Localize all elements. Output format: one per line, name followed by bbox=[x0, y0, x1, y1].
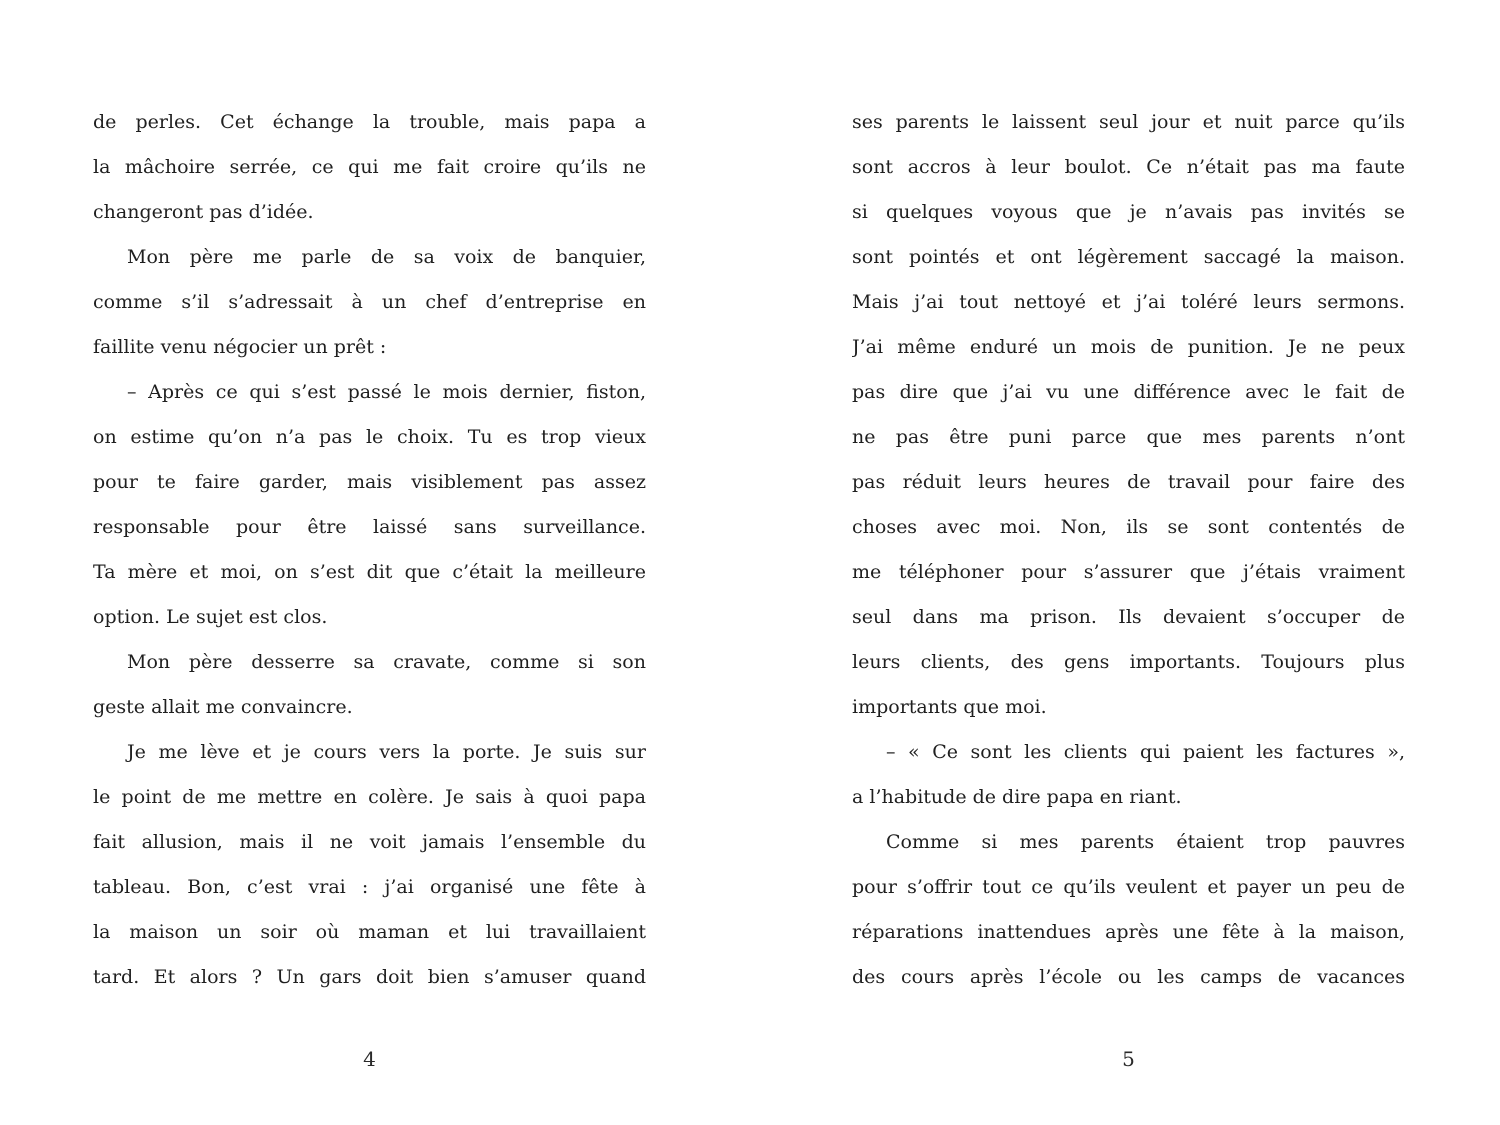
page-right-text bbox=[852, 100, 1405, 1000]
text-line: seul dans ma prison. Ils devaient s’occuper de bbox=[852, 606, 1405, 628]
text-line: Je me lève et je cours vers la porte. Je suis sur bbox=[127, 741, 646, 763]
text-line: tableau. Bon, c’est vrai : j’ai organisé une fête à bbox=[93, 876, 646, 898]
text-line: comme s’il s’adressait à un chef d’entreprise en bbox=[93, 291, 646, 313]
text-line: si quelques voyous que je n’avais pas invités se bbox=[852, 201, 1405, 223]
text-line: Comme si mes parents étaient trop pauvres bbox=[886, 831, 1405, 853]
text-line: Mais j’ai tout nettoyé et j’ai toléré leurs sermons. bbox=[852, 291, 1405, 313]
text-line: sont pointés et ont légèrement saccagé la maison. bbox=[852, 246, 1405, 268]
text-line: responsable pour être laissé sans surveillance. bbox=[93, 516, 646, 538]
text-line: des cours après l’école ou les camps de vacances bbox=[852, 966, 1405, 988]
text-line: sont accros à leur boulot. Ce n’était pas ma faute bbox=[852, 156, 1405, 178]
text-line: a l’habitude de dire papa en riant. bbox=[852, 786, 1182, 808]
text-line: de perles. Cet échange la trouble, mais papa a bbox=[93, 111, 646, 133]
page-left-number: 4 bbox=[363, 1047, 376, 1071]
text-line: fait allusion, mais il ne voit jamais l’ensemble du bbox=[93, 831, 646, 853]
text-line: choses avec moi. Non, ils se sont contentés de bbox=[852, 516, 1405, 538]
text-line: ses parents le laissent seul jour et nuit parce qu’ils bbox=[852, 111, 1405, 133]
page-left-text bbox=[93, 100, 646, 1000]
text-line: la mâchoire serrée, ce qui me fait croire qu’ils ne bbox=[93, 156, 646, 178]
text-line: ne pas être puni parce que mes parents n’ont bbox=[852, 426, 1405, 448]
text-line: geste allait me convaincre. bbox=[93, 696, 353, 718]
text-line: on estime qu’on n’a pas le choix. Tu es trop vieux bbox=[93, 426, 646, 448]
text-line: Ta mère et moi, on s’est dit que c’était la meilleure bbox=[93, 561, 646, 583]
text-line: option. Le sujet est clos. bbox=[93, 606, 328, 628]
text-line: faillite venu négocier un prêt : bbox=[93, 336, 387, 358]
text-line: pas dire que j’ai vu une différence avec le fait de bbox=[852, 381, 1405, 403]
text-line: Mon père desserre sa cravate, comme si son bbox=[127, 651, 646, 673]
text-line: Mon père me parle de sa voix de banquier, bbox=[127, 246, 646, 268]
page-right-number: 5 bbox=[1122, 1047, 1135, 1071]
text-line: pas réduit leurs heures de travail pour faire des bbox=[852, 471, 1405, 493]
text-line: – « Ce sont les clients qui paient les factures », bbox=[886, 741, 1405, 763]
text-line: pour s’offrir tout ce qu’ils veulent et payer un peu de bbox=[852, 876, 1405, 898]
text-line: le point de me mettre en colère. Je sais à quoi papa bbox=[93, 786, 646, 808]
text-line: leurs clients, des gens importants. Toujours plus bbox=[852, 651, 1405, 673]
text-line: J’ai même enduré un mois de punition. Je ne peux bbox=[852, 336, 1405, 358]
text-line: – Après ce qui s’est passé le mois dernier, fiston, bbox=[127, 381, 646, 403]
text-line: me téléphoner pour s’assurer que j’étais vraiment bbox=[852, 561, 1405, 583]
text-line: réparations inattendues après une fête à la maison, bbox=[852, 921, 1405, 943]
text-line: changeront pas d’idée. bbox=[93, 201, 314, 223]
text-line: tard. Et alors ? Un gars doit bien s’amuser quand bbox=[93, 966, 646, 988]
text-line: pour te faire garder, mais visiblement pas assez bbox=[93, 471, 646, 493]
text-line: importants que moi. bbox=[852, 696, 1047, 718]
text-line: la maison un soir où maman et lui travaillaient bbox=[93, 921, 646, 943]
